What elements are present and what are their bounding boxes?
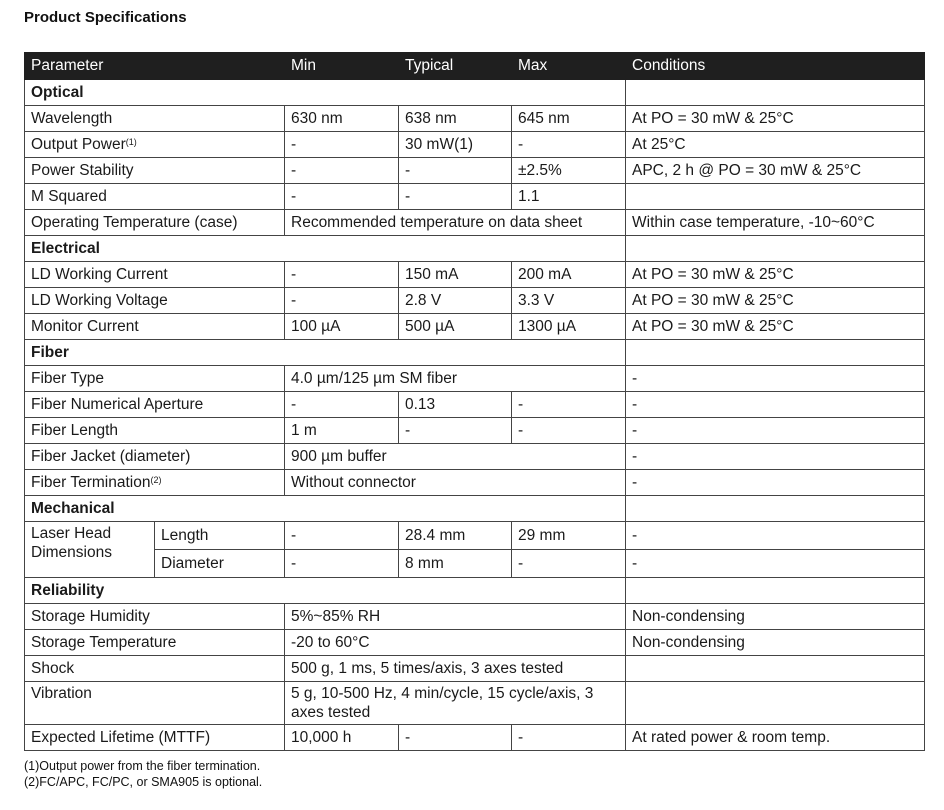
param-cell: Laser Head Dimensions (25, 522, 155, 578)
max-cell: - (512, 392, 626, 418)
min-cell: - (285, 550, 399, 578)
table-row (25, 418, 925, 444)
max-cell: ±2.5% (512, 158, 626, 184)
min-cell: 630 nm (285, 106, 399, 132)
max-cell: 3.3 V (512, 288, 626, 314)
min-cell: - (285, 262, 399, 288)
table-row (25, 725, 925, 751)
conditions-cell: - (626, 366, 925, 392)
table-row (25, 210, 925, 236)
table-cell (626, 80, 925, 106)
param-label: Fiber Termination (31, 473, 151, 491)
typical-cell: 500 µA (399, 314, 512, 340)
sub-param-cell: Diameter (155, 550, 285, 578)
table-row (25, 550, 925, 578)
footnotes (24, 758, 262, 790)
max-cell: 200 mA (512, 262, 626, 288)
param-cell: Storage Temperature (25, 630, 285, 656)
conditions-cell: At PO = 30 mW & 25°C (626, 288, 925, 314)
table-row (25, 470, 925, 496)
conditions-cell (626, 682, 925, 725)
typical-cell: 28.4 mm (399, 522, 512, 550)
table-row (25, 392, 925, 418)
param-cell: M Squared (25, 184, 285, 210)
param-cell: Power Stability (25, 158, 285, 184)
typical-cell: - (399, 158, 512, 184)
conditions-cell: Non-condensing (626, 604, 925, 630)
conditions-cell (626, 184, 925, 210)
max-cell: 645 nm (512, 106, 626, 132)
page-title: Product Specifications (24, 9, 187, 26)
section-row-fiber (25, 340, 925, 366)
conditions-cell: At PO = 30 mW & 25°C (626, 314, 925, 340)
typical-cell: 8 mm (399, 550, 512, 578)
param-cell: LD Working Current (25, 262, 285, 288)
param-cell: Monitor Current (25, 314, 285, 340)
table-row (25, 444, 925, 470)
min-cell: - (285, 132, 399, 158)
table-row (25, 106, 925, 132)
param-cell: Fiber Numerical Aperture (25, 392, 285, 418)
table-row (25, 262, 925, 288)
value-cell: 900 µm buffer (285, 444, 626, 470)
section-row-mechanical (25, 496, 925, 522)
header-conditions: Conditions (626, 53, 925, 80)
min-cell: - (285, 522, 399, 550)
typical-cell: 2.8 V (399, 288, 512, 314)
param-cell: Shock (25, 656, 285, 682)
max-cell: 1.1 (512, 184, 626, 210)
header-max: Max (512, 53, 626, 80)
value-cell: 4.0 µm/125 µm SM fiber (285, 366, 626, 392)
value-cell: -20 to 60°C (285, 630, 626, 656)
header-parameter: Parameter (25, 53, 285, 80)
conditions-cell: At PO = 30 mW & 25°C (626, 106, 925, 132)
param-cell: Fiber Length (25, 418, 285, 444)
min-cell: 10,000 h (285, 725, 399, 751)
header-typical: Typical (399, 53, 512, 80)
table-row (25, 656, 925, 682)
table-row (25, 366, 925, 392)
min-cell: - (285, 288, 399, 314)
conditions-cell: At PO = 30 mW & 25°C (626, 262, 925, 288)
table-cell (626, 496, 925, 522)
param-cell: Operating Temperature (case) (25, 210, 285, 236)
sub-param-cell: Length (155, 522, 285, 550)
table-row (25, 314, 925, 340)
conditions-cell: APC, 2 h @ PO = 30 mW & 25°C (626, 158, 925, 184)
conditions-cell: At 25°C (626, 132, 925, 158)
max-cell: 29 mm (512, 522, 626, 550)
conditions-cell: - (626, 418, 925, 444)
spec-table (24, 52, 925, 751)
table-cell (626, 340, 925, 366)
table-row (25, 630, 925, 656)
section-title: Optical (25, 80, 626, 106)
conditions-cell: - (626, 522, 925, 550)
typical-cell: 638 nm (399, 106, 512, 132)
section-row-reliability (25, 578, 925, 604)
max-cell: 1300 µA (512, 314, 626, 340)
typical-cell: - (399, 418, 512, 444)
typical-cell: 30 mW(1) (399, 132, 512, 158)
max-cell: - (512, 418, 626, 444)
header-min: Min (285, 53, 399, 80)
table-row (25, 132, 925, 158)
max-cell: - (512, 725, 626, 751)
typical-cell: 0.13 (399, 392, 512, 418)
table-row (25, 288, 925, 314)
value-cell: 5 g, 10-500 Hz, 4 min/cycle, 15 cycle/axis, 3 axes tested (285, 682, 626, 725)
param-cell (25, 132, 285, 158)
min-cell: 1 m (285, 418, 399, 444)
param-cell: Fiber Jacket (diameter) (25, 444, 285, 470)
conditions-cell: - (626, 392, 925, 418)
conditions-cell: Non-condensing (626, 630, 925, 656)
footnote-ref: (2) (150, 474, 162, 485)
max-cell: - (512, 132, 626, 158)
value-cell: 500 g, 1 ms, 5 times/axis, 3 axes tested (285, 656, 626, 682)
section-row-electrical (25, 236, 925, 262)
section-title: Fiber (25, 340, 626, 366)
min-cell: 100 µA (285, 314, 399, 340)
section-row-optical (25, 80, 925, 106)
param-cell: Wavelength (25, 106, 285, 132)
param-label: Output Power (31, 135, 126, 153)
value-cell: 5%~85% RH (285, 604, 626, 630)
table-row (25, 184, 925, 210)
param-cell: Vibration (25, 682, 285, 725)
value-cell: Without connector (285, 470, 626, 496)
min-cell: - (285, 158, 399, 184)
section-title: Electrical (25, 236, 626, 262)
conditions-cell: Within case temperature, -10~60°C (626, 210, 925, 236)
typical-cell: 150 mA (399, 262, 512, 288)
table-row (25, 158, 925, 184)
table-header-row (25, 53, 925, 80)
param-cell: Storage Humidity (25, 604, 285, 630)
param-cell: Fiber Type (25, 366, 285, 392)
footnote-2: (2)FC/APC, FC/PC, or SMA905 is optional. (24, 775, 263, 789)
footnote-1: (1)Output power from the fiber termination. (24, 759, 261, 773)
section-title: Mechanical (25, 496, 626, 522)
typical-cell: - (399, 725, 512, 751)
param-cell (25, 470, 285, 496)
value-cell: Recommended temperature on data sheet (285, 210, 626, 236)
typical-cell: - (399, 184, 512, 210)
min-cell: - (285, 184, 399, 210)
max-cell: - (512, 550, 626, 578)
footnote-ref: (1) (125, 136, 137, 147)
conditions-cell: - (626, 550, 925, 578)
table-row (25, 682, 925, 725)
param-cell: LD Working Voltage (25, 288, 285, 314)
param-cell: Expected Lifetime (MTTF) (25, 725, 285, 751)
min-cell: - (285, 392, 399, 418)
conditions-cell: - (626, 470, 925, 496)
conditions-cell: - (626, 444, 925, 470)
table-cell (626, 236, 925, 262)
table-row (25, 522, 925, 550)
conditions-cell: At rated power & room temp. (626, 725, 925, 751)
conditions-cell (626, 656, 925, 682)
table-cell (626, 578, 925, 604)
table-row (25, 604, 925, 630)
section-title: Reliability (25, 578, 626, 604)
